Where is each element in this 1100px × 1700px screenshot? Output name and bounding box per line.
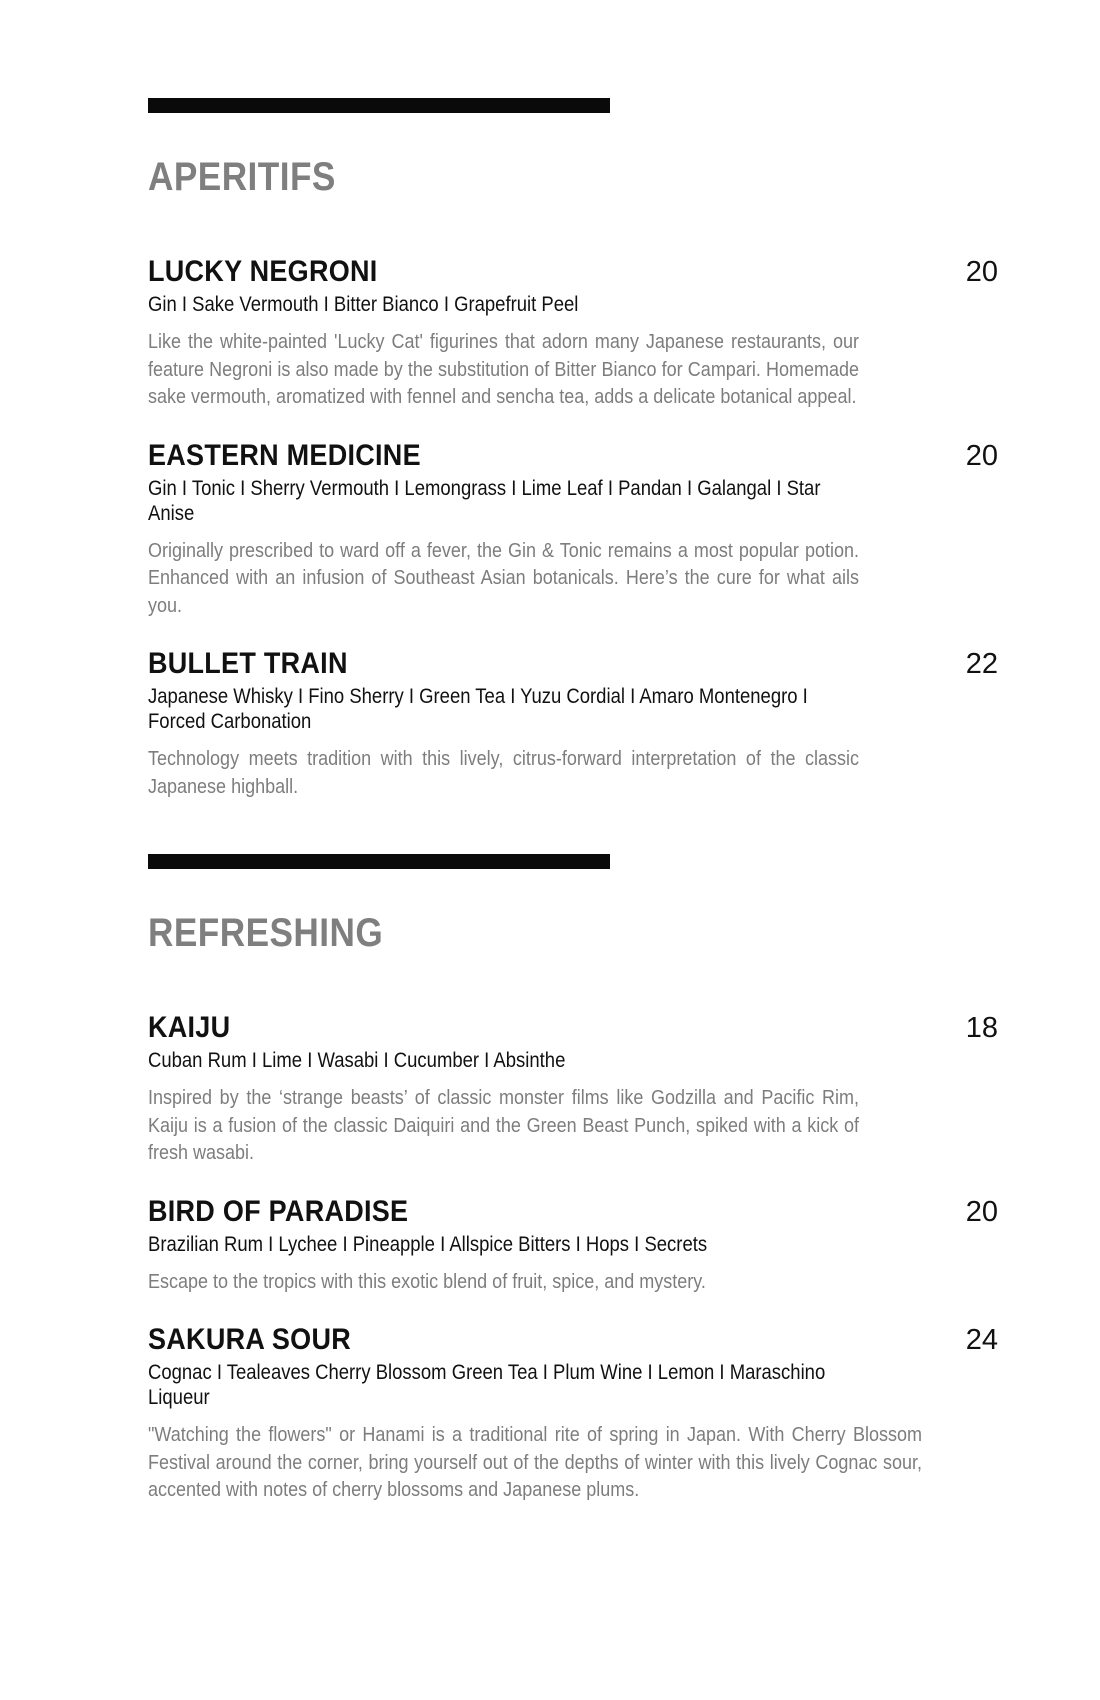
menu-item-ingredients: Gin I Sake Vermouth I Bitter Bianco I Grapefruit Peel (148, 293, 579, 316)
menu-item (148, 1194, 998, 1297)
menu-item-ingredients: Cuban Rum I Lime I Wasabi I Cucumber I Absinthe (148, 1049, 566, 1072)
menu-item-name: BULLET TRAIN (148, 647, 348, 680)
menu-item-description: Like the white-painted 'Lucky Cat' figurines that adorn many Japanese restaurants, our feature Negroni is also made by the substitution of Bitter Bianco for Campari. Homemade sake vermouth, aromatized with fennel and sencha tea, adds a delicate botanical appeal. (148, 331, 859, 408)
menu-item (148, 438, 998, 621)
section-title: REFRESHING (148, 911, 384, 955)
menu-item-list (148, 254, 998, 801)
menu-item-header (148, 646, 998, 682)
section-aperitifs (148, 98, 998, 827)
menu-item-description: "Watching the flowers" or Hanami is a traditional rite of spring in Japan. With Cherry Blossom Festival around the corner, bring yourself out of the depths of winter with this lively Cognac sour, accented with notes of cherry blossoms and Japanese plums. (148, 1424, 922, 1501)
menu-item-list (148, 1010, 998, 1505)
section-refreshing (148, 854, 998, 1531)
menu-item-ingredients: Gin I Tonic I Sherry Vermouth I Lemongrass I Lime Leaf I Pandan I Galangal I Star Anise (148, 476, 821, 525)
section-title: APERITIFS (148, 155, 336, 199)
menu-item (148, 254, 998, 412)
menu-item-header (148, 1194, 998, 1230)
menu-item-ingredients: Cognac I Tealeaves Cherry Blossom Green Tea I Plum Wine I Lemon I Maraschino Liqueur (148, 1361, 826, 1409)
section-divider-bar (148, 854, 610, 869)
menu-item-name: SAKURA SOUR (148, 1323, 351, 1356)
menu-item-ingredients: Brazilian Rum I Lychee I Pineapple I Allspice Bitters I Hops I Secrets (148, 1232, 708, 1256)
menu-item-name: EASTERN MEDICINE (148, 438, 421, 472)
section-divider-bar (148, 98, 610, 113)
menu-item-price: 24 (965, 1324, 998, 1356)
menu-item (148, 646, 998, 801)
menu-item-name: LUCKY NEGRONI (148, 255, 378, 288)
menu-item-price: 18 (965, 1012, 998, 1044)
menu-item-price: 22 (965, 648, 998, 680)
menu-item-name: KAIJU (148, 1011, 231, 1044)
menu-item-description: Technology meets tradition with this lively, citrus-forward interpretation of the classic Japanese highball. (148, 748, 859, 798)
menu-item-header (148, 254, 998, 290)
menu-item-header (148, 1010, 998, 1046)
menu-item-name: BIRD OF PARADISE (148, 1194, 409, 1228)
menu-item-price: 20 (965, 439, 998, 472)
menu-item-price: 20 (965, 256, 998, 288)
menu-item-description: Originally prescribed to ward off a fever, the Gin & Tonic remains a most popular potion. Enhanced with an infusion of Southeast Asian botanicals. Here’s the cure for what ails you. (148, 539, 859, 617)
menu-item-description: Inspired by the ‘strange beasts’ of classic monster films like Godzilla and Pacific Rim, Kaiju is a fusion of the classic Daiquiri and the Green Beast Punch, spiked with a kick of fresh wasabi. (148, 1087, 859, 1164)
menu-item (148, 1322, 998, 1505)
menu-item-header (148, 438, 998, 474)
menu-item-price: 20 (965, 1195, 998, 1228)
menu-item-description: Escape to the tropics with this exotic blend of fruit, spice, and mystery. (148, 1270, 706, 1293)
menu-item-ingredients: Japanese Whisky I Fino Sherry I Green Tea I Yuzu Cordial I Amaro Montenegro I Forced Carbonation (148, 685, 808, 733)
menu-item-header (148, 1322, 998, 1358)
menu-item (148, 1010, 998, 1168)
